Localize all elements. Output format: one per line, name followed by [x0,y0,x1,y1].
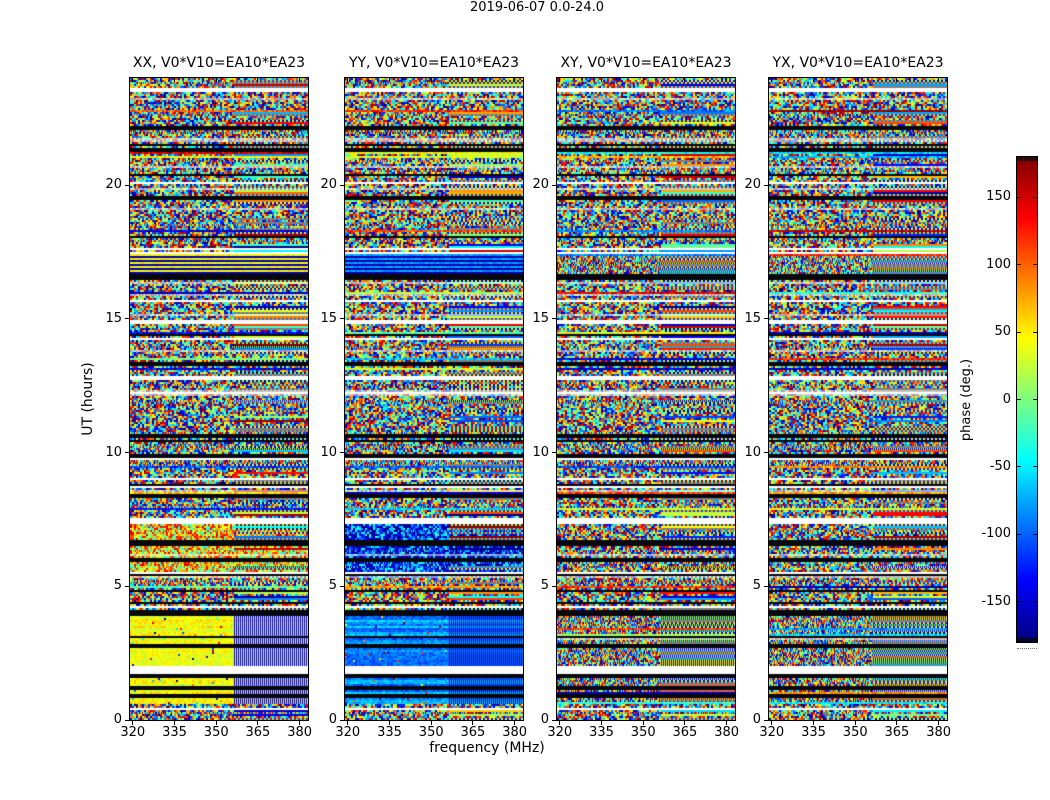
colorbar-tick-label: -50 [989,458,1011,474]
y-tick-mark [125,720,130,721]
y-tick-label: 15 [105,310,122,326]
colorbar-tick-mark [1033,197,1037,198]
colorbar-tick-mark [1033,399,1037,400]
panel-title-yy: YY, V0*V10=EA10*EA23 [348,55,520,71]
heatmap-canvas-yx [769,78,947,720]
colorbar-minor-dots [1017,648,1037,649]
x-tick-mark-inner [896,78,897,82]
y-tick-mark [552,586,557,587]
x-tick-mark-inner [174,78,175,82]
x-tick-mark-inner [514,78,515,82]
x-tick-label: 350 [842,725,868,740]
x-tick-mark-inner [643,78,644,82]
figure-title: 2019-06-07 0.0-24.0 [470,0,604,15]
x-tick-label: 380 [714,725,740,740]
y-tick-mark [764,185,769,186]
y-tick-label: 20 [744,177,761,192]
heatmap-panel-yx [768,77,948,721]
y-tick-label: 15 [320,310,337,326]
colorbar-tick-label: 0 [1002,391,1011,407]
y-tick-mark [552,452,557,453]
colorbar-tick-mark [1033,534,1037,535]
colorbar-tick-mark [1033,601,1037,602]
y-tick-label: 10 [320,444,337,460]
colorbar-tick-mark [1033,332,1037,333]
heatmap-canvas-yy [345,78,523,720]
heatmap-panel-xy [556,77,736,721]
y-tick-mark [340,720,345,721]
y-tick-mark [552,185,557,186]
colorbar-tick-mark [1017,601,1021,602]
colorbar-tick-mark [1017,332,1021,333]
colorbar-tick-mark [1033,466,1037,467]
x-tick-mark-inner [684,78,685,82]
x-tick-label: 320 [120,725,146,740]
x-tick-label: 335 [801,725,826,740]
x-tick-mark-inner [299,78,300,82]
y-tick-label: 20 [320,177,337,192]
x-tick-mark-inner [726,78,727,82]
y-tick-label: 0 [113,712,122,727]
x-tick-label: 320 [547,725,573,740]
y-tick-mark [764,720,769,721]
y-tick-label: 20 [532,177,549,192]
colorbar-tick-mark [1017,264,1021,265]
y-tick-mark [340,586,345,587]
colorbar-tick-label: 50 [994,324,1011,340]
x-axis-label: frequency (MHz) [429,740,545,756]
y-tick-label: 10 [105,444,122,460]
y-tick-mark [764,318,769,319]
x-tick-label: 365 [672,725,698,740]
y-tick-mark [125,318,130,319]
y-tick-label: 0 [752,712,761,727]
y-tick-mark [125,185,130,186]
x-tick-label: 380 [502,725,528,740]
panel-title-xx: XX, V0*V10=EA10*EA23 [132,55,306,71]
y-axis-label: UT (hours) [80,362,96,436]
x-tick-label: 365 [884,725,910,740]
y-tick-label: 5 [752,578,761,594]
x-tick-label: 320 [335,725,361,740]
x-tick-mark-inner [472,78,473,82]
x-tick-mark-inner [257,78,258,82]
y-tick-label: 5 [328,578,337,594]
x-tick-label: 335 [377,725,402,740]
y-tick-mark [340,452,345,453]
y-tick-mark [125,586,130,587]
y-tick-label: 15 [532,310,549,326]
y-tick-label: 15 [744,310,761,326]
x-tick-mark-inner [559,78,560,82]
y-tick-label: 10 [744,444,761,460]
colorbar-tick-label: -150 [981,593,1011,609]
colorbar-tick-mark [1017,466,1021,467]
x-tick-label: 365 [460,725,486,740]
x-tick-label: 350 [418,725,444,740]
x-tick-mark-inner [601,78,602,82]
y-tick-label: 5 [113,578,122,594]
heatmap-panel-xx [129,77,309,721]
x-tick-mark-inner [855,78,856,82]
y-tick-mark [340,318,345,319]
x-tick-mark-inner [771,78,772,82]
colorbar-tick-mark [1017,197,1021,198]
y-tick-label: 20 [105,177,122,192]
y-tick-label: 0 [540,712,549,727]
colorbar-tick-label: -100 [981,526,1011,542]
x-tick-label: 350 [203,725,229,740]
heatmap-panel-yy [344,77,524,721]
x-tick-mark-inner [132,78,133,82]
colorbar-tick-mark [1017,399,1021,400]
x-tick-label: 365 [245,725,271,740]
x-tick-mark-inner [216,78,217,82]
y-tick-mark [552,318,557,319]
y-tick-mark [125,452,130,453]
heatmap-canvas-xy [557,78,735,720]
y-tick-label: 0 [328,712,337,727]
colorbar-tick-label: 100 [986,256,1011,272]
x-tick-mark-inner [347,78,348,82]
x-tick-label: 380 [926,725,952,740]
x-tick-label: 335 [162,725,187,740]
panel-title-xy: XY, V0*V10=EA10*EA23 [560,55,732,71]
x-tick-mark-inner [389,78,390,82]
y-tick-mark [552,720,557,721]
x-tick-label: 335 [589,725,614,740]
heatmap-canvas-xx [130,78,308,720]
y-tick-mark [764,452,769,453]
x-tick-mark-inner [813,78,814,82]
x-tick-label: 380 [287,725,313,740]
y-tick-mark [340,185,345,186]
y-tick-mark [764,586,769,587]
y-tick-label: 10 [532,444,549,460]
colorbar-tick-label: 150 [986,189,1011,205]
colorbar-tick-mark [1033,264,1037,265]
colorbar-label: phase (deg.) [959,358,974,442]
panel-title-yx: YX, V0*V10=EA10*EA23 [772,55,944,71]
x-tick-label: 320 [759,725,785,740]
colorbar-tick-mark [1017,534,1021,535]
y-tick-label: 5 [540,578,549,594]
x-tick-mark-inner [938,78,939,82]
x-tick-mark-inner [431,78,432,82]
x-tick-label: 350 [630,725,656,740]
